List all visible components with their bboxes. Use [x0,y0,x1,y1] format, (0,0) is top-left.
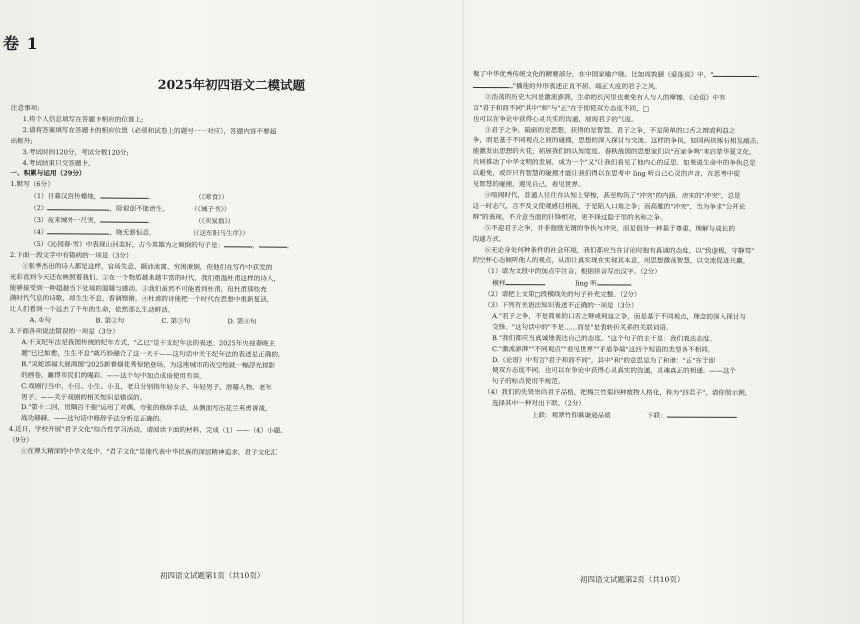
passage-line: ②浩荡的历史大河是激流澎湃，生命的长河里也难免有人与人的摩擦。《论语》中有 [484,92,726,102]
answer-blank [473,80,513,88]
q4-passage-line: ①在博大精深的中华文化中，"君子文化"是能代表中华民族的深层精神追求。君子文化汇 [20,447,278,457]
q2-option: D. 第④句 [227,317,257,326]
sub-question-option: D.《论语》中有言"君子和而不同"，其中"和"的意思是为了和谐："正"在于即 [491,355,716,365]
passage-line [473,80,843,93]
left-page [9,76,452,460]
passage-line: 争，而是基于不同观点之间的碰撞，思想的深入探讨与交流。这样的争执，如同两块琢石相互敲击， [472,136,763,146]
q2-passage-line: 满时代气息的诗歌，却生生不息，香调铿锵。④杜甫的诗能把一个时代在思想中重新复活， [9,294,274,305]
notice-line: 出框外; [10,136,33,145]
answer-blank [667,410,737,418]
sub-question: 选择其中一种对出下联。（2分） [491,399,586,408]
q3-item-line: D."第十二回，贯隅百千强"运用了对偶、夸张的修辞手法，从侧面写出花兰英勇善战， [20,403,272,414]
sub-question: （2）请把上文第□段横线处的句子补充完整。（2分） [484,290,641,299]
answer-blank [100,191,148,199]
q2-option: C. 第③句 [161,317,191,326]
q3-item-line: 战功赫赫。——这句话中修辞手法分析是正确的。 [20,414,166,424]
couplet-upper: 上联：观翠竹仰慕谦逊品质 [531,411,611,420]
q4-heading: 4.近日，学校开展"君子文化"综合性学习活动，请阅读下面的材料，完成（1）——（4）小题。 [8,425,287,435]
q2-passage-line: 光彩直到今天还在映照着我们。②在一个物质越来越丰富的时代，我们重温杜甫这样的诗人， [9,272,281,283]
q3-heading: 3.下面各项说法错误的一项是（3分） [9,327,119,336]
sub-question-option: A."君子之争，不是简单的口舌之辩或利益之争，而是基于不同观点，理念的深入探讨与 [492,312,747,321]
q1-item-text: （2） [30,204,48,213]
notice-heading: 注意事项: [10,103,40,113]
q1-heading: 1.默写（6分） [10,180,54,189]
q2-passage-line: 能够接受到一种超越当下处境的温暖与感动。③我们虽然不可能看到杜甫，但杜甫那些充 [9,283,267,294]
right-page [472,68,843,422]
passage-line: 言"君子和而不同"其中"和"与"正"在于即使双方态度不同，□ [472,103,649,113]
answer-blank [224,239,252,247]
q3-item-line: A.干支纪年法是我国传统的纪年方式，"乙巳"是干支纪年法的表述。2025年央视春晚主 [21,338,276,348]
page-fold [462,0,464,624]
notice-line: 1.将个人信息填写在答题卡相应的位置上; [22,114,144,124]
answer-blank [47,226,109,234]
sub-question-option: 交锋。"这句话中的"不是……而是"是表转折关系的关联词语。 [492,322,673,332]
q3-item-line: 男子。——关于戏剧的相关知识是错误的。 [21,392,147,402]
sub-question-option: 句子的标点使用不规范。 [491,377,565,386]
q4-score: （9分） [8,436,33,445]
q2-heading: 2.下面一段文字中有错病的一项是（3分） [9,250,133,260]
q1-item-text: ，晓无蔡恒意。 [109,228,156,237]
answer-blank [505,277,545,285]
q1-item-text: （1）日暮汉宫传蜡烛， [30,192,101,201]
q3-item-line: 的画卷，赢得市民们的喝彩。——这个句中加点成语使用有误。 [21,370,206,380]
couplet-lower-label: 下联： [646,411,667,420]
passage-line: 见智慧的碰撞，遇见自己，看见世界。 [472,180,585,189]
exam-title: 2025年初四语文二模试题 [157,76,306,93]
pinyin-word: 横样 [492,279,506,288]
passage-line: 也可以在争论中获得心灵共实的沟通，展现君子的气度。 [472,114,638,124]
right-page-footer: 初四语文试题第2页（共10页） [580,575,685,584]
passage-line: ⑥无论身处何种条件的社会环境，我们都应当在讨论时抱有真诚的态度，以"致虚极，守静笃" [484,245,755,255]
passage-line: 聚了中华优秀传统文化的精要部分，在中国家喻户晓。比如周敦颐《爱莲说》中，" ， [472,69,764,80]
notice-line: 3.考试时间120分，考试分数120分; [22,147,129,157]
q1-item-source: （《卖炭翁》） [194,217,235,226]
q1-item-text: （3）夜来城外一尺雪， [30,216,101,225]
passage-line: ③君子之争，砥砺的是思想，获得的是智慧。君子之争，不是简单的口舌之辩或利益之 [484,125,736,135]
q2-passage-line: ①张季杰出的诗人都是这样，官场失意、颠沛流离、穷困潦倒，但他们在写作中获发的 [21,261,273,272]
sub-question: （1）请为文段中的加点字注音，根据拼音写出汉字。（2分） [484,267,661,276]
q2-option: B. 第②句 [95,316,125,325]
passage-line: 沟通方式。 [472,234,506,243]
section-heading: 一、积累与运用（29分） [10,169,86,178]
answer-blank [100,215,148,223]
passage-line: 以避免，或许只有智慧的碰撞才能让我们得以在思考中 lìng 听自己心灵的声音，在思考中提 [472,169,741,179]
pinyin-prompt: lìng 听 [575,279,597,288]
q1-item-text: （4） [30,228,48,237]
q1-item-source: （《寒食》） [194,193,228,202]
corner-label: 卷 1 [3,34,39,53]
q1-item: （3）夜来城外一尺雪， 。 （《卖炭翁》） [30,216,235,226]
couplet-row [472,409,842,422]
q3-item-line: C.戏剧行当中，小旦、小生、小丑，老旦分别指年轻女子、年轻男子、滑稽人物、老年 [21,381,273,392]
answer-blank [48,202,110,210]
q2-option: A. ①句 [29,316,52,325]
answer-blank [597,278,631,286]
passage-line: 能激发出思想的火花，拓展我们的认知宽度。春秋战国的思想家们以"百家争鸣"来启蒙华夏文化， [472,147,756,157]
sub-question: （4）我们的先贤崇尚君子品格，把梅兰竹菊四种植物人格化，称为"四君子"，请你照示例， [483,388,752,398]
sub-question-option: 便双方态度不同，也可以在争论中获得心灵真实的沟通，灵魂真正的相通。——这个 [491,366,736,376]
q1-item-source: （《送东阳马生序》） [189,229,249,238]
notice-line: 4.考试结束只交答题卡。 [22,158,95,168]
sub-question-option: B."我们都应当真诚地表达自己的态度。"这个句子的主干是：我们表达态度。 [492,333,717,343]
passage-line: ④喧闹时代，普通人往往在认知上穿梭，甚至构筑了"冲突"的内涵。唐宋的"冲突"，总是 [484,191,741,200]
notice-line: 2.请将答案填写在答题卡的相应位置（必须和试卷上的题号一一对应），答题内容不要超 [22,125,277,136]
q1-item: （1）日暮汉宫传蜡烛， 。 （《寒食》） [30,192,228,202]
answer-blank [259,239,287,247]
q1-item-text: （5）《沁园春·雪》中表现山河美好，古今英雄为之倾倒的句子是： [29,239,225,250]
answer-blank [713,69,757,77]
q3-item-line: B."灵蛇添福大展鸿图"2025新春烟花秀惊艳登场，为这座城市的夜空绘就一幅浮光掠影 [21,359,276,370]
passage-line: 这一时态气，言不及义使观感目相视，于是陷入口角之争；而高雅的"冲突"，当为争求"公开论 [472,201,746,211]
left-page-footer: 初四语文试题第1页（共10页） [160,571,265,580]
q3-item-line: 题"已巳如愈，生生不息"就巧妙融合了这一天干——这句话中关于纪年法的表述是正确的。 [21,349,285,359]
passage-line: 共同推动了中华文明的发展，成为一个"又"让我们看见了他内心的反思。如果说生命中的争执总是 [472,158,756,168]
sub-question-option: C."激流澎湃""不同观点""看见世界""矛盾争端"这四个短语的类型各不相同。 [492,344,715,354]
q1-item-source: （《诫子书》） [190,205,231,214]
passage-line: 的空杯心态倾听他人的观点，从而让真实现在实现其本意，用思想激荡智慧，以交流促进共赢。 [472,256,750,266]
sub-question: （3）下列有关语法知识表述不正确的一项是（3分） [484,301,638,310]
q1-item: （5）《沁园春·雪》中表现山河美好，古今英雄为之倾倒的句子是： ， 。 [29,239,294,250]
passage-line: 辩"的表现，不介意当面的针锋相对，更不择过隐于里的名称之争。 [472,212,667,222]
passage-text: 聚了中华优秀传统文化的精要部分，在中国家喻户晓。比如周敦颐《爱莲说》中，" [472,69,714,79]
passage-text: "播莲的外形表述正直不屈、端正大度的君子之风。 [512,82,662,91]
q1-item-text: ，险艰创不能治生。 [109,204,169,214]
q2-passage-line: 让人们看到一个远去了千年的生命，依然那么生动鲜活。 [9,305,175,315]
passage-line: ⑤不迎君子之争，并非鼓励无谓的争执与冲突，而是倡导一种基于尊重、理解与成长的 [484,223,736,233]
